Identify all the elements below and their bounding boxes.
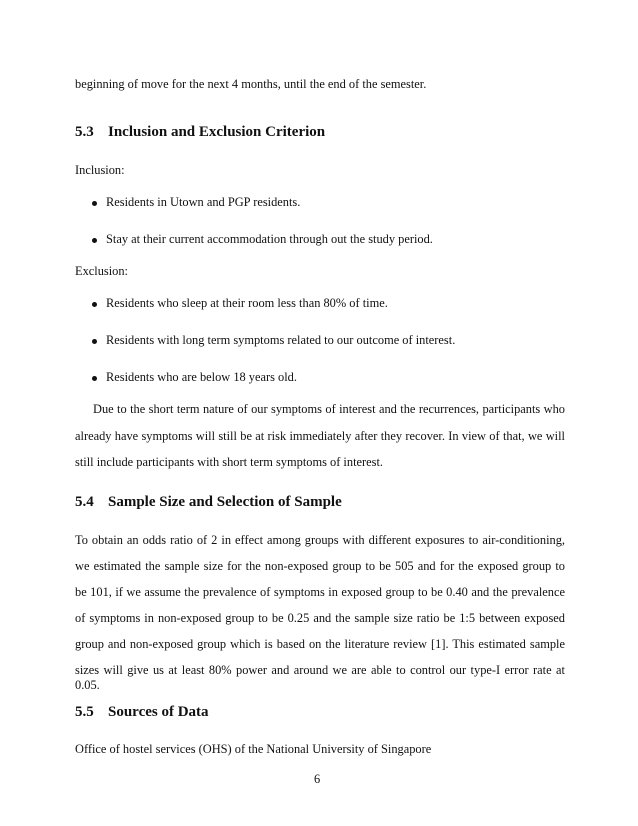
- section-5-5-heading: [75, 704, 209, 721]
- bullet-icon: [92, 339, 97, 344]
- bullet-icon: [92, 201, 97, 206]
- section-5-4-heading: [75, 494, 342, 511]
- sources-line: Office of hostel services (OHS) of the National University of Singapore: [75, 742, 432, 756]
- section-title: Sources of Data: [108, 704, 209, 720]
- section-5-3-heading: [75, 124, 325, 141]
- exclusion-item: Residents with long term symptoms related to our outcome of interest.: [106, 333, 456, 347]
- paragraph-line: of symptoms in non-exposed group to be 0.25 and the sample size ratio be 1:5 between exposed: [75, 611, 565, 625]
- bullet-icon: [92, 238, 97, 243]
- page-number: 6: [314, 772, 321, 786]
- paragraph-line: we estimated the sample size for the non-exposed group to be 505 and for the exposed group to: [75, 559, 565, 573]
- bullet-icon: [92, 376, 97, 381]
- section-title: Sample Size and Selection of Sample: [108, 494, 342, 510]
- paragraph-line: Due to the short term nature of our symptoms of interest and the recurrences, participants who: [93, 402, 565, 416]
- section-number: 5.4: [75, 494, 94, 510]
- section-number: 5.5: [75, 704, 94, 720]
- paragraph-line: To obtain an odds ratio of 2 in effect among groups with different exposures to air-conditioning,: [75, 533, 565, 547]
- paragraph-line: group and non-exposed group which is based on the literature review [1]. This estimated sample: [75, 637, 565, 651]
- paragraph-line: already have symptoms will still be at risk immediately after they recover. In view of that, we will: [75, 429, 565, 443]
- exclusion-item: Residents who sleep at their room less than 80% of time.: [106, 296, 388, 310]
- inclusion-item: Stay at their current accommodation through out the study period.: [106, 232, 433, 246]
- intro-line: beginning of move for the next 4 months, until the end of the semester.: [75, 77, 427, 91]
- bullet-icon: [92, 302, 97, 307]
- paragraph-line: be 101, if we assume the prevalence of symptoms in exposed group to be 0.40 and the prevalence: [75, 585, 565, 599]
- section-number: 5.3: [75, 124, 94, 140]
- paragraph-line: sizes will give us at least 80% power and around we are able to control our type-I error rate at 0.05.: [75, 663, 565, 692]
- inclusion-item: Residents in Utown and PGP residents.: [106, 195, 301, 209]
- section-title: Inclusion and Exclusion Criterion: [108, 124, 326, 140]
- paragraph-line: still include participants with short term symptoms of interest.: [75, 455, 383, 469]
- exclusion-item: Residents who are below 18 years old.: [106, 370, 297, 384]
- inclusion-label: Inclusion:: [75, 163, 125, 177]
- exclusion-label: Exclusion:: [75, 264, 128, 278]
